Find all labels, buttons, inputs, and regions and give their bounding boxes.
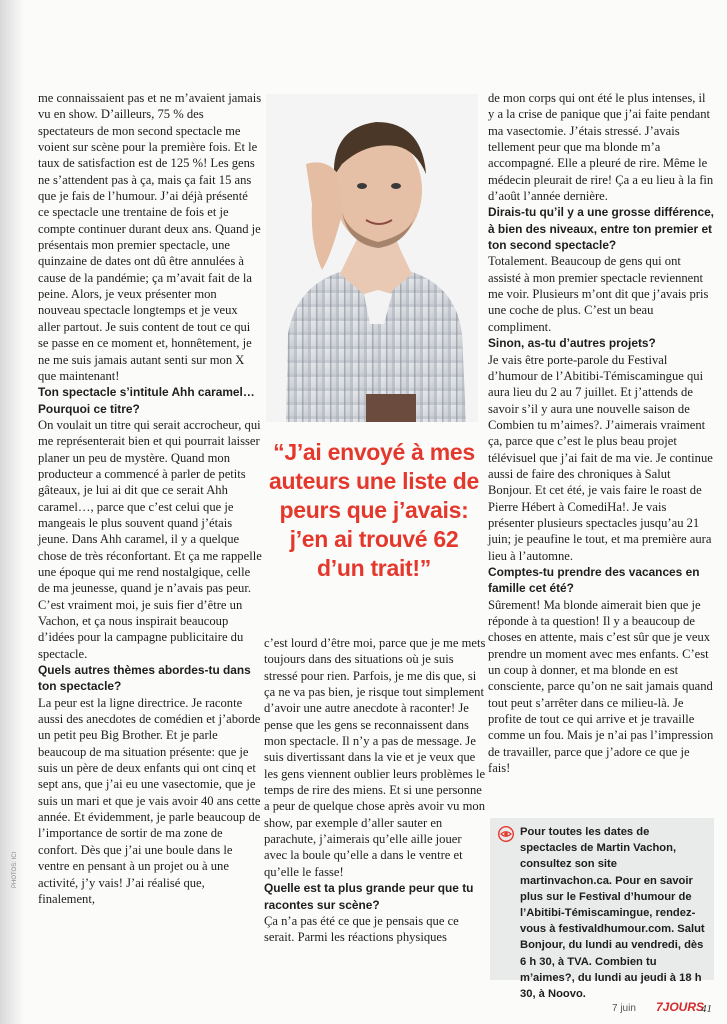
- page-number: 41: [701, 1003, 712, 1015]
- interview-question: Quelle est ta plus grande peur que tu racontes sur scène?: [264, 881, 474, 912]
- body-paragraph: Totalement. Beaucoup de gens qui ont assisté à mon premier spectacle reviennent me voir. Plusieurs m’ont dit que j’avais pris une coche de plus. C’est un beau compliment.: [488, 254, 709, 334]
- info-box-text: Pour toutes les dates de spectacles de Martin Vachon, consultez son site martinvachon.ca. Pour en savoir plus sur le Festival d’humour de l’Abitibi-Témiscamingue, rendez-vous à festivaldhumour.com. Salut Bonjour, du lundi au vendredi, dès 6 h 30, à TVA. Combien tu m’aimes?, du lundi au jeudi à 18 h 30, à Noovo.: [520, 826, 705, 1001]
- interview-question: Comptes-tu prendre des vacances en famille cet été?: [488, 564, 700, 596]
- article-column-3: [488, 90, 714, 776]
- article-column-1: [38, 90, 262, 907]
- body-paragraph: c’est lourd d’être moi, parce que je me mets toujours dans des situations où je suis stressé pour rien. Parfois, je me dis que, si ça ne va pas bien, je risque tout simplement d’avoir une autre anecdote à raconter! Je pense que les gens se reconnaissent dans mon spectacle. Il n’y a pas de message. Je suis divertissant dans la vie et je veux que les gens viennent oublier leurs problèmes le temps de rire des miens. Et si une personne a peur de quelque chose après avoir vu mon show, par exemple d’aller sauter en parachute, j’aimerais qu’elle aille jouer avec la boule qu’elle a dans le ventre et qu’elle le fasse!: [264, 636, 486, 879]
- interview-question: Quels autres thèmes abordes-tu dans ton spectacle?: [38, 663, 251, 694]
- magazine-logo: 7JOURS: [656, 1000, 705, 1014]
- pull-quote: “J’ai envoyé à mes auteurs une liste de peurs que j’avais: j’en ai trouvé 62 d’un trait!”: [268, 439, 479, 581]
- article-column-2: [264, 635, 486, 946]
- issue-date: 7 juin: [612, 1003, 636, 1014]
- body-paragraph: Sûrement! Ma blonde aimerait bien que je réponde à ta question! Il y a beaucoup de choses en attente, mais c’est sûr que je veux prendre un moment avec mes enfants. C’est un coup à donner, et ma blonde en est consciente, parce qu’on ne sait jamais quand tout peut s’arrêter dans ce milieu-là. Je profite de tout ce qui arrive et je travaille comme un fou. Mais je n’ai pas l’impression de travailler, parce que j’adore ce que je fais!: [488, 597, 714, 776]
- interview-question: Sinon, as-tu d’autres projets?: [488, 336, 656, 351]
- eye-icon: [498, 826, 514, 842]
- info-box: [490, 818, 714, 1001]
- interview-question: Ton spectacle s’intitule Ahh caramel… Pourquoi ce titre?: [38, 385, 255, 416]
- body-paragraph: Ça n’a pas été ce que je pensais que ce serait. Parmi les réactions physiques: [264, 913, 459, 945]
- photo-credit: PHOTOS: ICI: [12, 851, 18, 888]
- body-paragraph: me connaissaient pas et ne m’avaient jamais vu en show. D’ailleurs, 75 % des spectateurs de mon second spectacle me voient sur scène pour la première fois. Et le taux de satisfaction est de 125 %! Les gens ne s’attendent pas à ça, mais ça fait 15 ans que je fais de l’humour. J’ai déjà présenté ce spectacle une trentaine de fois et je compte continuer durant deux ans. Quand je présentais mon premier spectacle, une quinzaine de dates ont dû être annulées à cause de la pandémie; ça m’avait fait de la peine. Alors, je veux présenter mon nouveau spectacle longtemps et je veux aller partout. Je suis content de tout ce qui se passe en ce moment et, honnêtement, je ne me suis jamais autant senti sur mon X que maintenant!: [38, 91, 262, 383]
- body-paragraph: La peur est la ligne directrice. Je raconte aussi des anecdotes de comédien et j’aborde un petit peu Big Brother. Et je parle beaucoup de ma situation présente: que je suis un père de deux enfants qui ont cinq et sept ans, que j’ai eu une vasectomie, que je suis un mari et que je vais avoir 40 ans cette année. Et évidemment, je parle beaucoup de l’importance de sortir de ma zone de confort. Dès que j’ai une boule dans le ventre en pensant à un projet ou à une activité, j’y vais! J’ai réalisé que, finalement,: [38, 695, 261, 906]
- portrait-photo: [266, 94, 478, 422]
- body-paragraph: On voulait un titre qui serait accrocheur, qui me représenterait bien et qui pourrait laisser planer un peu de mystère. Quand mon producteur a commencé à parler de petits gâteaux, je lui ai dit que ce serait Ahh caramel…, parce que c’est celui que je mangeais le plus souvent quand j’étais jeune. Dans Ahh caramel, il y a quelque chose de très réconfortant. Et ça me rappelle une époque qui me rend nostalgique, celle de ma jeunesse, quand je n’avais pas peur. C’est vraiment moi, je suis fier d’être un Vachon, et ça nous inspirait beaucoup d’idées pour la campagne publicitaire du spectacle.: [38, 417, 262, 661]
- body-paragraph: Je vais être porte-parole du Festival d’humour de l’Abitibi-Témiscamingue qui aura lieu du 2 au 7 juillet. Et j’attends de savoir s’il y aura une nouvelle saison de Combien tu m’aimes?. J’aimerais vraiment ça, parce que c’est le plus beau projet télévisuel que j’ai fait de ma vie. Je continue aussi de faire des chroniques à Salut Bonjour. Et cet été, je vais faire le roast de Pierre Hébert à ComediHa!. Je vais présenter plusieurs spectacles jusqu’au 21 juin; je peaufine le tout, et ma première aura lieu à l’automne.: [488, 352, 713, 563]
- interview-question: Dirais-tu qu’il y a une grosse différence, à bien des niveaux, entre ton premier et ton second spectacle?: [488, 205, 714, 253]
- body-paragraph: de mon corps qui ont été le plus intenses, il y a la crise de panique que j’ai faite pendant ma vasectomie. J’étais stressé. J’avais tellement peur que ma blonde m’a accompagné. Elle a pleuré de rire. Même le médecin pleurait de rire! Ça a eu lieu à la fin d’août l’année dernière.: [488, 91, 714, 204]
